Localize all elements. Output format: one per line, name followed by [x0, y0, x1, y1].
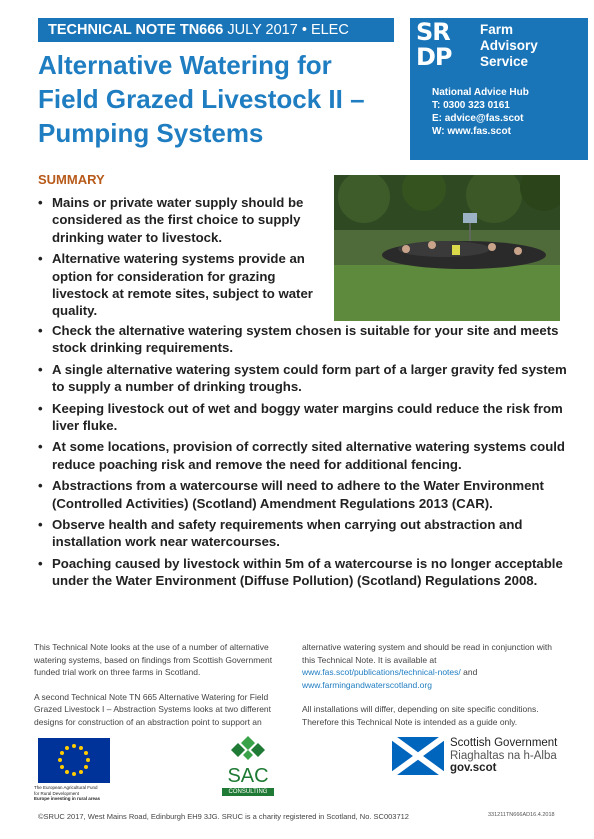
- summary-bullet: • A single alternative watering system could form part of a larger gravity fed system to supply a number of drinking troughs.: [38, 361, 568, 396]
- title-line-2: Field Grazed Livestock II –: [38, 84, 365, 114]
- eu-line-1: The European Agricultural Fund: [34, 785, 98, 790]
- footer-copyright: ©SRUC 2017, West Mains Road, Edinburgh EH9 3JG. SRUC is a charity registered in Scotland, No. SC003712: [38, 812, 409, 821]
- hub-title: National Advice Hub: [432, 87, 529, 98]
- field-photo: [334, 175, 560, 321]
- logo-letter-d: D: [416, 43, 435, 71]
- gov-english: Scottish Government: [450, 737, 558, 749]
- summary-bullet: • Alternative watering systems provide an option for consideration for grazing livestock at remote sites, subject to water quality.: [38, 250, 324, 320]
- technical-notes-link[interactable]: www.fas.scot/publications/technical-notes/: [302, 667, 461, 677]
- availability-text: alternative watering system and should be read in conjunction with this Technical Note. It is available at: [302, 642, 552, 665]
- summary-heading: SUMMARY: [38, 172, 105, 187]
- body-column-left: [34, 641, 289, 740]
- sac-sub: CONSULTING: [222, 788, 274, 796]
- logo-letter-r: R: [432, 18, 450, 46]
- fas-word-farm: Farm: [480, 22, 514, 37]
- logo-letter-p: P: [434, 43, 452, 71]
- gov-text: [450, 737, 557, 775]
- title-line-3: Pumping Systems: [38, 118, 264, 148]
- scottish-government-logo: [392, 737, 582, 777]
- summary-bullet: • Abstractions from a watercourse will need to adhere to the Water Environment (Controlled Activities) (Scotland) Amendment Regulations 2013 (CAR).: [38, 477, 568, 512]
- title-line-1: Alternative Watering for: [38, 50, 332, 80]
- sac-diamond-icon: [222, 735, 274, 761]
- logo-letter-s: S: [416, 18, 433, 46]
- saltire-flag-icon: [392, 737, 444, 775]
- hub-web: W: www.fas.scot: [432, 126, 511, 137]
- eu-fund-text: [34, 785, 144, 802]
- note-date: JULY 2017 • ELEC: [227, 22, 349, 38]
- fas-name: [480, 22, 538, 70]
- summary-bullet: • At some locations, provision of correctly sited alternative watering systems could reduce poaching risk and remove the need for additional fencing.: [38, 438, 568, 473]
- summary-bullet: • Check the alternative watering system chosen is suitable for your site and meets stock drinking requirements.: [38, 322, 568, 357]
- fas-word-advisory: Advisory: [480, 38, 538, 53]
- hub-email: E: advice@fas.scot: [432, 113, 524, 124]
- link-conjunction: and: [460, 667, 478, 677]
- summary-bullet: • Keeping livestock out of wet and boggy water margins could reduce the risk from liver fluke.: [38, 400, 568, 435]
- page-title: [38, 48, 408, 150]
- eu-line-2: for Rural Development: [34, 790, 80, 796]
- summary-bullet: • Mains or private water supply should be considered as the first choice to supply drinking water to livestock.: [38, 194, 324, 246]
- intro-paragraph: This Technical Note looks at the use of a number of alternative watering systems, based on findings from Scottish Government funded trial work on three farms in Scotland.: [34, 642, 273, 677]
- eu-line-3: Europe investing in rural areas: [34, 796, 101, 801]
- summary-bullet: • Observe health and safety requirements when carrying out abstraction and installation work near watercourses.: [38, 516, 568, 551]
- footer-code: 331211TN666AD16.4.2018: [488, 812, 555, 818]
- srdp-logo: [416, 20, 462, 72]
- hub-phone: T: 0300 323 0161: [432, 100, 510, 111]
- sac-consulting-logo: [222, 735, 274, 796]
- technical-note-banner: [38, 18, 394, 42]
- availability-paragraph: [302, 641, 557, 691]
- gov-gaelic: Riaghaltas na h-Alba: [450, 749, 557, 762]
- summary-bullets-top: [38, 194, 324, 324]
- note-id: TECHNICAL NOTE TN666: [48, 22, 224, 38]
- fas-word-service: Service: [480, 54, 529, 69]
- eu-flag-logo: [38, 738, 110, 783]
- eu-stars-icon: [38, 738, 110, 783]
- body-column-right: [302, 641, 557, 740]
- livestock-field-photo-image: [334, 175, 560, 321]
- farming-water-link[interactable]: www.farmingandwaterscotland.org: [302, 679, 432, 690]
- related-note-paragraph: A second Technical Note TN 665 Alternative Watering for Field Grazed Livestock I – Abstraction Systems looks at two different designs for construction of an abstraction point to support an: [34, 691, 272, 727]
- gov-url: gov.scot: [450, 762, 497, 774]
- sac-name: SAC: [227, 765, 269, 787]
- disclaimer-paragraph: All installations will differ, depending on site specific conditions. Therefore this Technical Note is intended as a guide only.: [302, 704, 539, 727]
- advice-hub-contact: [432, 86, 529, 138]
- summary-bullet: • Poaching caused by livestock within 5m of a watercourse is no longer acceptable under the Water Environment (Diffuse Pollution) (Scotland) Regulations 2008.: [38, 555, 568, 590]
- fas-brand-panel: [410, 18, 588, 160]
- summary-bullets-bottom: [38, 322, 568, 594]
